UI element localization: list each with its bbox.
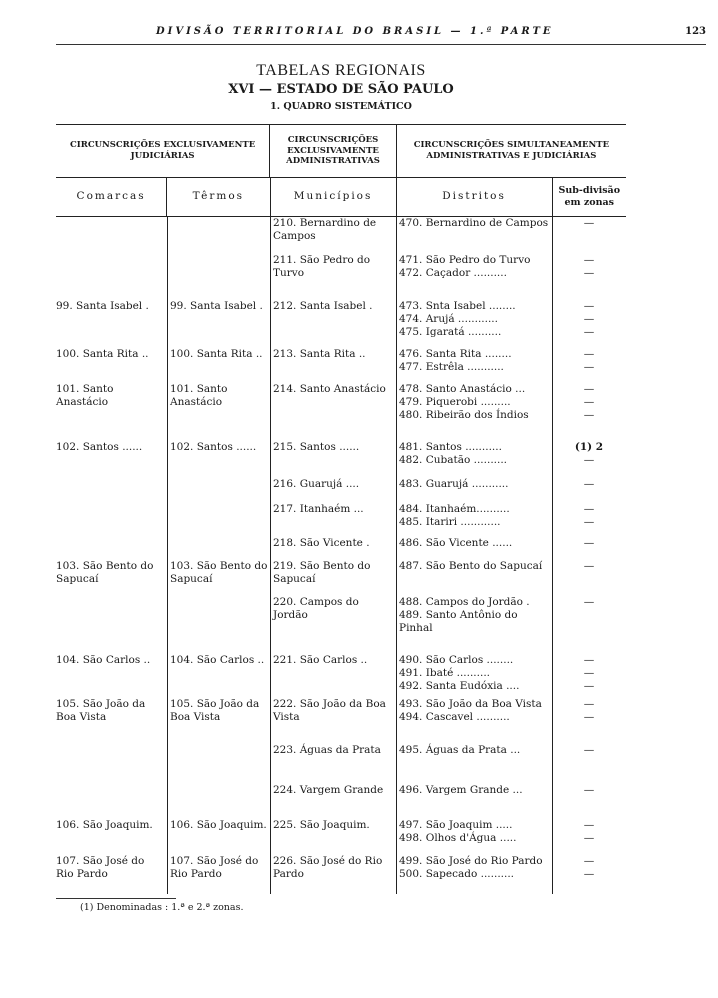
- column-divider: [167, 217, 168, 894]
- zona-entry: —: [583, 313, 595, 325]
- termo-cell: 100. Santa Rita ..: [170, 348, 263, 360]
- distritos-cell: [399, 560, 552, 573]
- regional-table: [56, 124, 626, 894]
- footnote-rule: [56, 898, 176, 899]
- zonas-cell: [552, 383, 626, 422]
- municipio-cell: 224. Vargem Grande: [273, 784, 384, 796]
- zona-entry: —: [583, 784, 595, 796]
- municipio-cell: 216. Guarujá ....: [273, 478, 360, 490]
- termo-cell: 103. São Bento do Sapucaí: [170, 560, 268, 585]
- municipio-cell: 215. Santos ......: [273, 441, 360, 453]
- header-ambas: CIRCUNSCRIÇÕES SIMULTANEAMENTE ADMINISTRATIVAS E JUDICIÁRIAS: [413, 140, 610, 161]
- zonas-cell: [552, 300, 626, 339]
- comarca-cell: 101. Santo Anastácio: [56, 383, 114, 408]
- distrito-entry: 470. Bernardino de Campos: [399, 217, 549, 229]
- zona-entry: —: [583, 596, 595, 608]
- distritos-cell: [399, 654, 552, 693]
- zona-entry: —: [583, 868, 595, 880]
- zona-entry: —: [583, 217, 595, 229]
- zona-entry: —: [583, 409, 595, 421]
- termo-cell: 104. São Carlos ..: [170, 654, 265, 666]
- zona-entry: —: [583, 654, 595, 666]
- section-title: 1. QUADRO SISTEMÁTICO: [270, 101, 412, 112]
- distritos-cell: [399, 744, 552, 757]
- zona-entry: —: [583, 537, 595, 549]
- zona-entry: —: [583, 254, 595, 266]
- comarca-cell: 107. São José do Rio Pardo: [56, 855, 145, 880]
- comarca-cell: 103. São Bento do Sapucaí: [56, 560, 154, 585]
- distrito-entry: 483. Guarujá ...........: [399, 478, 509, 490]
- distrito-entry: 476. Santa Rita ........: [399, 348, 512, 360]
- zona-entry: —: [583, 819, 595, 831]
- distrito-entry: 484. Itanhaém..........: [399, 503, 510, 515]
- comarca-cell: 104. São Carlos ..: [56, 654, 151, 666]
- municipio-cell: 226. São José do Rio Pardo: [273, 855, 383, 880]
- zona-entry: —: [583, 698, 595, 710]
- termo-cell: 99. Santa Isabel .: [170, 300, 263, 312]
- zonas-cell: [552, 254, 626, 280]
- municipio-cell: 218. São Vicente .: [273, 537, 370, 549]
- column-divider: [396, 217, 397, 894]
- distrito-entry: 500. Sapecado ..........: [399, 868, 515, 880]
- zona-entry: —: [583, 361, 595, 373]
- termo-cell: 105. São João da Boa Vista: [170, 698, 260, 723]
- distritos-cell: [399, 300, 552, 339]
- distrito-entry: 489. Santo Antônio do Pinhal: [399, 609, 518, 634]
- municipio-cell: 220. Campos do Jordão: [273, 596, 359, 621]
- distritos-cell: [399, 503, 552, 529]
- zonas-cell: [552, 217, 626, 230]
- zona-entry: —: [583, 855, 595, 867]
- zona-entry: —: [583, 396, 595, 408]
- zona-entry: —: [583, 478, 595, 490]
- comarca-cell: 106. São Joaquim.: [56, 819, 153, 831]
- distrito-entry: 490. São Carlos ........: [399, 654, 514, 666]
- comarca-cell: 105. São João da Boa Vista: [56, 698, 146, 723]
- col-comarcas: Comarcas: [56, 178, 167, 216]
- col-distritos: Distritos: [397, 178, 553, 216]
- zona-entry: —: [583, 348, 595, 360]
- municipio-cell: 221. São Carlos ..: [273, 654, 368, 666]
- distrito-entry: 472. Caçador ..........: [399, 267, 507, 279]
- distritos-cell: [399, 254, 552, 280]
- zonas-cell: [552, 441, 626, 467]
- distrito-entry: 487. São Bento do Sapucaí: [399, 560, 543, 572]
- municipio-cell: 212. Santa Isabel .: [273, 300, 373, 312]
- zonas-cell: [552, 503, 626, 529]
- page-title: TABELAS REGIONAIS: [256, 62, 426, 79]
- zonas-cell: [552, 560, 626, 573]
- municipio-cell: 210. Bernardino de Campos: [273, 217, 377, 242]
- distrito-entry: 493. São João da Boa Vista: [399, 698, 542, 710]
- footnote: (1) Denominadas : 1.ª e 2.ª zonas.: [80, 902, 244, 913]
- termo-cell: 107. São José do Rio Pardo: [170, 855, 259, 880]
- zona-entry: —: [583, 744, 595, 756]
- comarca-cell: 100. Santa Rita ..: [56, 348, 149, 360]
- zonas-cell: [552, 784, 626, 797]
- zonas-cell: [552, 596, 626, 609]
- header-judiciarias: CIRCUNSCRIÇÕES EXCLUSIVAMENTE JUDICIÁRIAS: [56, 125, 270, 177]
- distrito-entry: 474. Arujá ............: [399, 313, 498, 325]
- distritos-cell: [399, 596, 552, 635]
- column-divider: [270, 217, 271, 894]
- distrito-entry: 478. Santo Anastácio ...: [399, 383, 526, 395]
- distrito-entry: 479. Piquerobi .........: [399, 396, 511, 408]
- col-subdivisao: Sub-divisão em zonas: [558, 185, 621, 208]
- zona-entry: —: [583, 832, 595, 844]
- termo-cell: 102. Santos ......: [170, 441, 257, 453]
- comarca-cell: 102. Santos ......: [56, 441, 143, 453]
- distritos-cell: [399, 819, 552, 845]
- zona-entry: —: [583, 516, 595, 528]
- zona-entry: —: [583, 300, 595, 312]
- distrito-entry: 480. Ribeirão dos Índios: [399, 409, 529, 421]
- distrito-entry: 496. Vargem Grande ...: [399, 784, 523, 796]
- distrito-entry: 492. Santa Eudóxia ....: [399, 680, 520, 692]
- comarca-cell: 99. Santa Isabel .: [56, 300, 149, 312]
- zona-entry: —: [583, 383, 595, 395]
- distrito-entry: 482. Cubatão ..........: [399, 454, 508, 466]
- distritos-cell: [399, 441, 552, 467]
- distrito-entry: 491. Ibaté ..........: [399, 667, 490, 679]
- zonas-cell: [552, 855, 626, 881]
- municipio-cell: 225. São Joaquim.: [273, 819, 370, 831]
- col-termos: Têrmos: [167, 178, 270, 216]
- distrito-entry: 475. Igaratá ..........: [399, 326, 502, 338]
- page-number: 123: [685, 26, 706, 37]
- group-header-row: [56, 124, 626, 178]
- distrito-entry: 495. Águas da Prata ...: [399, 744, 521, 756]
- table-body: [56, 217, 626, 894]
- distritos-cell: [399, 698, 552, 724]
- municipio-cell: 211. São Pedro do Turvo: [273, 254, 371, 279]
- municipio-cell: 217. Itanhaém ...: [273, 503, 364, 515]
- distrito-entry: 494. Cascavel ..........: [399, 711, 510, 723]
- distritos-cell: [399, 383, 552, 422]
- municipio-cell: 223. Águas da Prata: [273, 744, 381, 756]
- title-block: [56, 62, 626, 112]
- municipio-cell: 219. São Bento do Sapucaí: [273, 560, 371, 585]
- zona-entry: —: [583, 711, 595, 723]
- running-head-text: DIVISÃO TERRITORIAL DO BRASIL — 1.ª PARTE: [156, 26, 554, 37]
- zonas-cell: [552, 698, 626, 724]
- zonas-cell: [552, 819, 626, 845]
- col-municipios: Municípios: [271, 178, 397, 216]
- distrito-entry: 498. Olhos d'Água .....: [399, 832, 517, 844]
- zona-entry: (1) 2: [574, 441, 604, 453]
- page-subtitle: XVI — ESTADO DE SÃO PAULO: [228, 82, 454, 97]
- zona-entry: —: [583, 503, 595, 515]
- distritos-cell: [399, 478, 552, 491]
- distrito-entry: 477. Estrêla ...........: [399, 361, 504, 373]
- zonas-cell: [552, 537, 626, 550]
- zonas-cell: [552, 744, 626, 757]
- distritos-cell: [399, 784, 552, 797]
- zonas-cell: [552, 348, 626, 374]
- municipio-cell: 213. Santa Rita ..: [273, 348, 366, 360]
- zona-entry: —: [583, 326, 595, 338]
- header-rule: [56, 44, 706, 45]
- column-header-row: [56, 178, 626, 217]
- distrito-entry: 485. Itariri ............: [399, 516, 501, 528]
- termo-cell: 101. Santo Anastácio: [170, 383, 228, 408]
- distrito-entry: 486. São Vicente ......: [399, 537, 513, 549]
- distrito-entry: 499. São José do Rio Pardo: [399, 855, 543, 867]
- running-head: [56, 26, 706, 44]
- distritos-cell: [399, 348, 552, 374]
- zona-entry: —: [583, 454, 595, 466]
- termo-cell: 106. São Joaquim.: [170, 819, 267, 831]
- distrito-entry: 481. Santos ...........: [399, 441, 502, 453]
- distrito-entry: 473. Snta Isabel ........: [399, 300, 516, 312]
- zona-entry: —: [583, 267, 595, 279]
- distritos-cell: [399, 217, 552, 230]
- distritos-cell: [399, 537, 552, 550]
- distrito-entry: 497. São Joaquim .....: [399, 819, 513, 831]
- distritos-cell: [399, 855, 552, 881]
- municipio-cell: 214. Santo Anastácio: [273, 383, 386, 395]
- zonas-cell: [552, 654, 626, 693]
- distrito-entry: 488. Campos do Jordão .: [399, 596, 530, 608]
- zonas-cell: [552, 478, 626, 491]
- zona-entry: —: [583, 680, 595, 692]
- zona-entry: —: [583, 667, 595, 679]
- municipio-cell: 222. São João da Boa Vista: [273, 698, 386, 723]
- distrito-entry: 471. São Pedro do Turvo: [399, 254, 531, 266]
- header-administrativas: CIRCUNSCRIÇÕES EXCLUSIVAMENTE ADMINISTRATIVAS: [270, 125, 397, 177]
- zona-entry: —: [583, 560, 595, 572]
